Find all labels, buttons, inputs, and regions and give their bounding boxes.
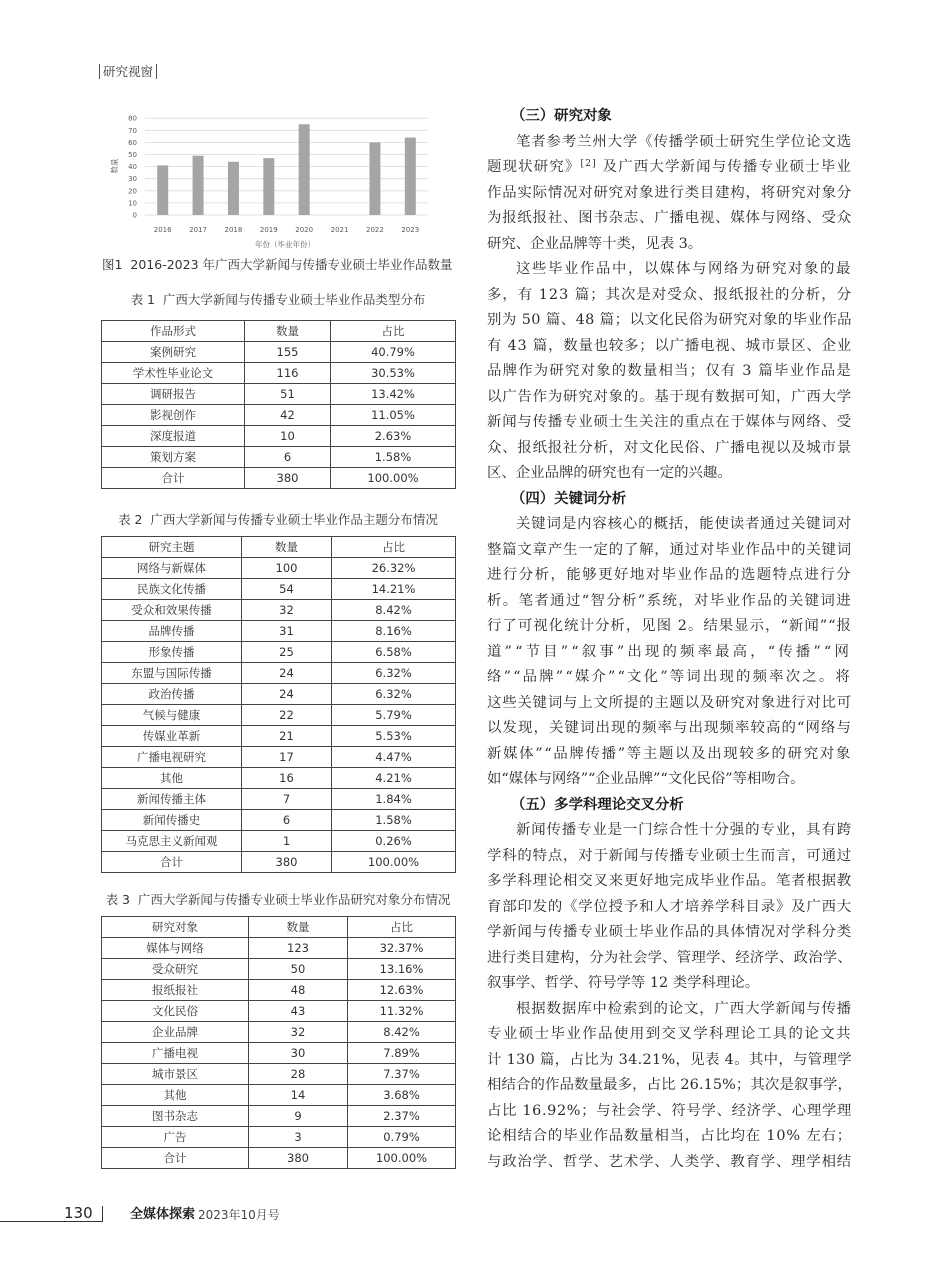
table-2-caption-text: 表 2 广西大学新闻与传播专业硕士毕业作品主题分布情况 [118,512,438,527]
table-cell: 1 [242,831,332,852]
table-row [102,447,456,468]
table-row [102,600,456,621]
table-cell: 13.42% [331,384,456,405]
table-header-cell: 数量 [249,917,348,938]
table-cell: 21 [242,726,332,747]
issue-date: 2023年10月号 [198,1208,280,1222]
table-cell: 25 [242,642,332,663]
paragraph-line [487,869,852,895]
paragraph-line-text: 如“媒体与网络”“企业品牌”“文化民俗”等相吻合。 [487,771,805,787]
paragraph [487,997,852,1176]
table-row [102,684,456,705]
figure-caption [102,257,458,273]
table-cell: 22 [242,705,332,726]
table-row [102,747,456,768]
table-cell: 其他 [102,1085,249,1106]
section-heading-text: （四）关键词分析 [511,490,627,507]
paragraph-line-text: 根据数据库中检索到的论文，广西大学新闻与传播 [516,1000,852,1017]
paragraph-line-text: 学新闻与传播专业硕士毕业作品的具体情况对学科分类 [487,924,852,940]
paragraph-line [487,308,852,334]
table-row [102,384,456,405]
table-cell: 3.68% [348,1085,456,1106]
table-cell: 策划方案 [102,447,245,468]
table-cell: 3 [249,1127,348,1148]
table-cell: 43 [249,1001,348,1022]
paragraph-line [487,691,852,717]
table-row [102,726,456,747]
paragraph [487,818,852,997]
table-header-cell: 占比 [332,537,456,558]
paragraph-line [487,1124,852,1150]
table-cell: 0.26% [332,831,456,852]
section-heading-text: （三）研究对象 [511,108,612,124]
table-cell: 新闻传播史 [102,810,242,831]
table-cell: 11.32% [348,1001,456,1022]
table-cell: 40.79% [331,342,456,363]
table-cell: 7 [242,789,332,810]
x-tick-label: 2021 [330,226,349,234]
table-cell: 7.37% [348,1064,456,1085]
paragraph-line-text: 有 43 篇，数量也较多；以广播电视、城市景区、企业 [487,337,852,354]
paragraph-line-text: 作品实际情况对研究对象进行类目建构，将研究对象分 [487,184,852,201]
paragraph-line-text: 新闻传播专业是一门综合性十分强的专业，具有跨 [516,822,852,838]
table-header-cell: 数量 [242,537,332,558]
table-cell: 32 [249,1022,348,1043]
paragraph-line-text: 整篇文章产生一定的了解，通过对毕业作品中的关键词 [487,541,852,558]
paragraph-line [487,334,852,360]
paragraph-line [487,410,852,436]
paragraph-line [487,1048,852,1074]
paragraph-line-text: 叙事学、哲学、符号学等 12 类学科理论。 [487,975,760,991]
paragraph-line-text: 进行类目建构，分为社会学、管理学、经济学、政治学、 [487,949,852,966]
table-cell: 4.47% [332,747,456,768]
section-heading [487,793,852,819]
table-head [102,917,456,938]
table-cell: 案例研究 [102,342,245,363]
y-tick-label: 60 [128,138,137,147]
table-1-caption [100,292,456,308]
table-cell: 380 [245,468,331,489]
bar-2019 [263,158,274,215]
table-row [102,1148,456,1169]
journal-name: 全媒体探索 [130,1207,196,1222]
paragraph-line-text: 络”“品牌”“媒介”“文化”等词出现的频率次之。将 [487,669,852,685]
table-cell: 广播电视研究 [102,747,242,768]
paragraph-line-text: 为报纸报社、图书杂志、广播电视、媒体与网络、受众 [487,210,852,226]
table-cell: 东盟与国际传播 [102,663,242,684]
paragraph-line [487,895,852,921]
table-cell: 14 [249,1085,348,1106]
paragraph-line-text: 育部印发的《学位授予和人才培养学科目录》及广西大 [487,898,852,915]
table-row [102,363,456,384]
table-row [102,768,456,789]
table-cell: 24 [242,684,332,705]
table-row [102,1043,456,1064]
table-2-caption [100,512,456,528]
paragraph-line [487,1073,852,1099]
paragraph-line-text: 学科的特点，对于新闻与传播专业硕士生而言，可通过 [487,847,852,864]
paragraph-line [487,359,852,385]
table-cell: 7.89% [348,1043,456,1064]
table-header-cell: 占比 [331,321,456,342]
paragraph [487,130,852,258]
right-column-text [487,104,852,1175]
paragraph-line [487,818,852,844]
paragraph-line-text: 与政治学、哲学、艺术学、人类学、教育学、理学相结 [487,1153,852,1170]
table-3 [101,916,456,1169]
paragraph-line-text: 众、报纸报社分析，对文化民俗、广播电视以及城市景 [487,439,852,456]
table-cell: 网络与新媒体 [102,558,242,579]
paragraph-line [487,181,852,207]
y-tick-label: 80 [128,114,137,123]
table-cell: 28 [249,1064,348,1085]
table-cell: 受众和效果传播 [102,600,242,621]
paragraph-line [487,920,852,946]
paragraph-line-text: 以广告作为研究对象的。基于现有数据可知，广西大学 [487,388,852,405]
table-cell: 调研报告 [102,384,245,405]
table-cell: 51 [245,384,331,405]
table-cell: 30 [249,1043,348,1064]
bar-2017 [193,156,204,215]
paragraph-line-text: 析。笔者通过“智分析”系统，对毕业作品的关键词进 [487,592,852,609]
table-cell: 54 [242,579,332,600]
text-run: 及广西大学新闻与传播专业硕士毕业 [596,159,852,175]
y-tick-label: 40 [128,163,137,172]
table-cell: 100 [242,558,332,579]
table-row [102,789,456,810]
table-cell: 2.37% [348,1106,456,1127]
table-cell: 6 [245,447,331,468]
table-cell: 24 [242,663,332,684]
table-cell: 政治传播 [102,684,242,705]
table-header-cell: 研究主题 [102,537,242,558]
paragraph-line [487,640,852,666]
x-tick-label: 2016 [153,226,172,234]
table-cell: 155 [245,342,331,363]
table-row [102,980,456,1001]
table-row [102,959,456,980]
table-cell: 17 [242,747,332,768]
section-heading [487,487,852,513]
x-tick-label: 2023 [401,226,420,234]
y-tick-label: 30 [128,175,137,184]
table-cell: 图书杂志 [102,1106,249,1127]
paragraph-line [487,283,852,309]
y-tick-label: 20 [128,187,137,196]
table-3-caption-text: 表 3 广西大学新闻与传播专业硕士毕业作品研究对象分布情况 [105,892,451,907]
table-header-row [102,321,456,342]
table-row [102,1106,456,1127]
x-tick-label: 2018 [224,226,243,234]
table-cell: 8.42% [332,600,456,621]
table-header-cell: 占比 [348,917,456,938]
paragraph-line [487,1150,852,1176]
bar-2023 [405,138,416,215]
table-row [102,1001,456,1022]
table-cell: 1.58% [332,810,456,831]
section-label: 研究视窗 [103,64,154,79]
table-cell: 6.32% [332,663,456,684]
table-2 [101,536,456,873]
table-row [102,705,456,726]
paragraph-line [487,512,852,538]
bar-chart [100,105,455,255]
paragraph-line-text: 品牌作为研究对象的数量相当；仅有 3 篇毕业作品是 [487,363,852,379]
paragraph-line [487,665,852,691]
table-cell: 气候与健康 [102,705,242,726]
paragraph-line [487,155,852,181]
paragraph-line [487,385,852,411]
y-tick-label: 70 [128,126,137,135]
table-cell: 12.63% [348,980,456,1001]
table-cell: 广告 [102,1127,249,1148]
table-cell: 380 [242,852,332,873]
bar-2022 [369,142,380,215]
table-header-row [102,537,456,558]
table-cell: 形象传播 [102,642,242,663]
x-axis-title: 年份（毕业年份） [255,240,315,249]
citation-superscript: [2] [580,159,597,169]
paragraph-line [487,997,852,1023]
table-cell: 学术性毕业论文 [102,363,245,384]
figure-caption-text: 图1 2016-2023 年广西大学新闻与传播专业硕士毕业作品数量 [102,257,453,272]
paragraph-line [487,971,852,997]
paragraph-line-text: 新闻与传播专业硕士生关注的重点在于媒体与网络、受 [487,414,852,430]
table-row [102,642,456,663]
x-tick-label: 2019 [259,226,278,234]
table-cell: 116 [245,363,331,384]
table-cell: 9 [249,1106,348,1127]
table-cell: 4.21% [332,768,456,789]
table-cell: 其他 [102,768,242,789]
paragraph-line [487,589,852,615]
table-header-cell: 数量 [245,321,331,342]
table-row [102,342,456,363]
paragraph-line [487,767,852,793]
paragraph-line-text: 以发现，关键词出现的频率与出现频率较高的“网络与 [487,720,852,736]
table-cell: 32 [242,600,332,621]
table-cell: 2.63% [331,426,456,447]
paragraph-line [487,844,852,870]
paragraph-line-text: 计 130 篇，占比为 34.21%，见表 4。其中，与管理学 [487,1051,852,1068]
table-head [102,537,456,558]
table-row [102,621,456,642]
table-row [102,405,456,426]
table-cell: 26.32% [332,558,456,579]
table-row [102,938,456,959]
section-heading-text: （五）多学科理论交叉分析 [511,796,684,813]
table-head [102,321,456,342]
x-tick-label: 2022 [366,226,384,234]
table-cell: 1.84% [332,789,456,810]
x-tick-label: 2017 [189,226,207,234]
table-cell: 传媒业革新 [102,726,242,747]
paragraph-line [487,563,852,589]
table-cell: 48 [249,980,348,1001]
paragraph-line-text: 别为 50 篇、48 篇；以文化民俗为研究对象的毕业作品 [487,312,852,328]
table-cell: 100.00% [331,468,456,489]
paragraph-line [487,742,852,768]
table-row [102,426,456,447]
table-cell: 32.37% [348,938,456,959]
table-cell: 城市景区 [102,1064,249,1085]
paragraph-line-text: 这些关键词与上文所提的主题以及研究对象进行对比可 [487,694,852,711]
text-run: 题现状研究》 [487,159,581,175]
y-tick-label: 0 [132,211,137,220]
table-row [102,579,456,600]
paragraph-line-text: 关键词是内容核心的概括，能使读者通过关键词对 [516,516,852,532]
table-body [102,342,456,489]
table-cell: 100.00% [332,852,456,873]
table-row [102,1064,456,1085]
table-cell: 5.53% [332,726,456,747]
bar-2016 [157,165,168,215]
paragraph-line-text: 这些毕业作品中，以媒体与网络为研究对象的最 [516,261,852,277]
table-cell: 13.16% [348,959,456,980]
paragraph-line-text: 研究、企业品牌等十类，见表 3。 [487,235,703,252]
table-cell: 30.53% [331,363,456,384]
table-row [102,1085,456,1106]
paragraph-line [487,538,852,564]
section-heading [487,104,852,130]
table-1-caption-text: 表 1 广西大学新闻与传播专业硕士毕业作品类型分布 [130,292,426,307]
table-cell: 合计 [102,1148,249,1169]
paragraph-line [487,206,852,232]
table-cell: 受众研究 [102,959,249,980]
paragraph-line-text: 新媒体”“品牌传播”等主题以及出现较多的研究对象 [487,745,852,762]
paragraph-line [487,716,852,742]
table-cell: 50 [249,959,348,980]
paragraph-line-text: 进行分析，能够更好地对毕业作品的选题特点进行分 [487,567,852,583]
table-cell: 合计 [102,852,242,873]
section-header [99,64,157,79]
table-row [102,852,456,873]
paragraph-line [487,257,852,283]
table-cell: 31 [242,621,332,642]
paragraph-line-text: 论相结合的毕业作品数量相当，占比均在 10% 左右； [487,1128,852,1144]
table-row [102,663,456,684]
table-header-cell: 作品形式 [102,321,245,342]
paragraph-line [487,436,852,462]
y-tick-label: 50 [128,151,137,159]
table-cell: 10 [245,426,331,447]
paragraph-line [487,1022,852,1048]
table-cell: 媒体与网络 [102,938,249,959]
table-cell: 5.79% [332,705,456,726]
table-cell: 1.58% [331,447,456,468]
table-cell: 民族文化传播 [102,579,242,600]
table-cell: 合计 [102,468,245,489]
table-1 [101,320,456,489]
paragraph-line [487,130,852,156]
table-body [102,558,456,873]
table-row [102,1127,456,1148]
table-cell: 8.16% [332,621,456,642]
paragraph-line [487,461,852,487]
table-cell: 8.42% [348,1022,456,1043]
table-cell: 6 [242,810,332,831]
paragraph-line-text: 道”“节目”“叙事”出现的频率最高，“传播”“网 [487,643,852,660]
table-cell: 深度报道 [102,426,245,447]
table-cell: 380 [249,1148,348,1169]
table-row [102,1022,456,1043]
paragraph-line-text: 专业硕士毕业作品使用到交叉学科理论工具的论文共 [487,1026,852,1042]
table-row [102,468,456,489]
paragraph-line [487,1099,852,1125]
paragraph [487,257,852,487]
table-row [102,558,456,579]
paragraph-line-text: 多，有 123 篇；其次是对受众、报纸报社的分析，分 [487,286,852,303]
y-tick-label: 10 [128,199,137,208]
paragraph-line-text: 笔者参考兰州大学《传播学硕士研究生学位论文选 [516,133,852,150]
table-3-caption [100,892,456,908]
table-cell: 14.21% [332,579,456,600]
table-cell: 100.00% [348,1148,456,1169]
table-cell: 马克思主义新闻观 [102,831,242,852]
table-header-row [102,917,456,938]
bar-2018 [228,162,239,215]
table-header-cell: 研究对象 [102,917,249,938]
table-cell: 报纸报社 [102,980,249,1001]
table-cell: 广播电视 [102,1043,249,1064]
table-body [102,938,456,1169]
table-cell: 6.32% [332,684,456,705]
table-cell: 影视创作 [102,405,245,426]
paragraph-line-text: 行了可视化统计分析，见图 2。结果显示，“新闻”“报 [487,618,852,634]
paragraph-line-text: 占比 16.92%；与社会学、符号学、经济学、心理学理 [487,1102,852,1119]
table-cell: 品牌传播 [102,621,242,642]
table-cell: 123 [249,938,348,959]
paragraph-line [487,946,852,972]
y-axis-title: 数量 [110,158,119,174]
paragraph-line [487,232,852,258]
table-cell: 6.58% [332,642,456,663]
table-cell: 11.05% [331,405,456,426]
table-cell: 0.79% [348,1127,456,1148]
paragraph-line-text: 多学科理论相交叉来更好地完成毕业作品。笔者根据教 [487,873,852,889]
paragraph [487,512,852,793]
paragraph-line-text [487,155,852,183]
table-row [102,831,456,852]
table-cell: 文化民俗 [102,1001,249,1022]
table-cell: 企业品牌 [102,1022,249,1043]
paragraph-line-text: 区、企业品牌的研究也有一定的兴趣。 [487,465,732,481]
table-cell: 42 [245,405,331,426]
bar-2020 [299,124,310,215]
x-tick-label: 2020 [295,226,314,234]
paragraph-line [487,614,852,640]
table-row [102,810,456,831]
table-cell: 新闻传播主体 [102,789,242,810]
paragraph-line-text: 相结合的作品数量最多，占比 26.15%；其次是叙事学， [487,1077,852,1093]
page-number: 130 [64,1204,93,1222]
table-cell: 16 [242,768,332,789]
